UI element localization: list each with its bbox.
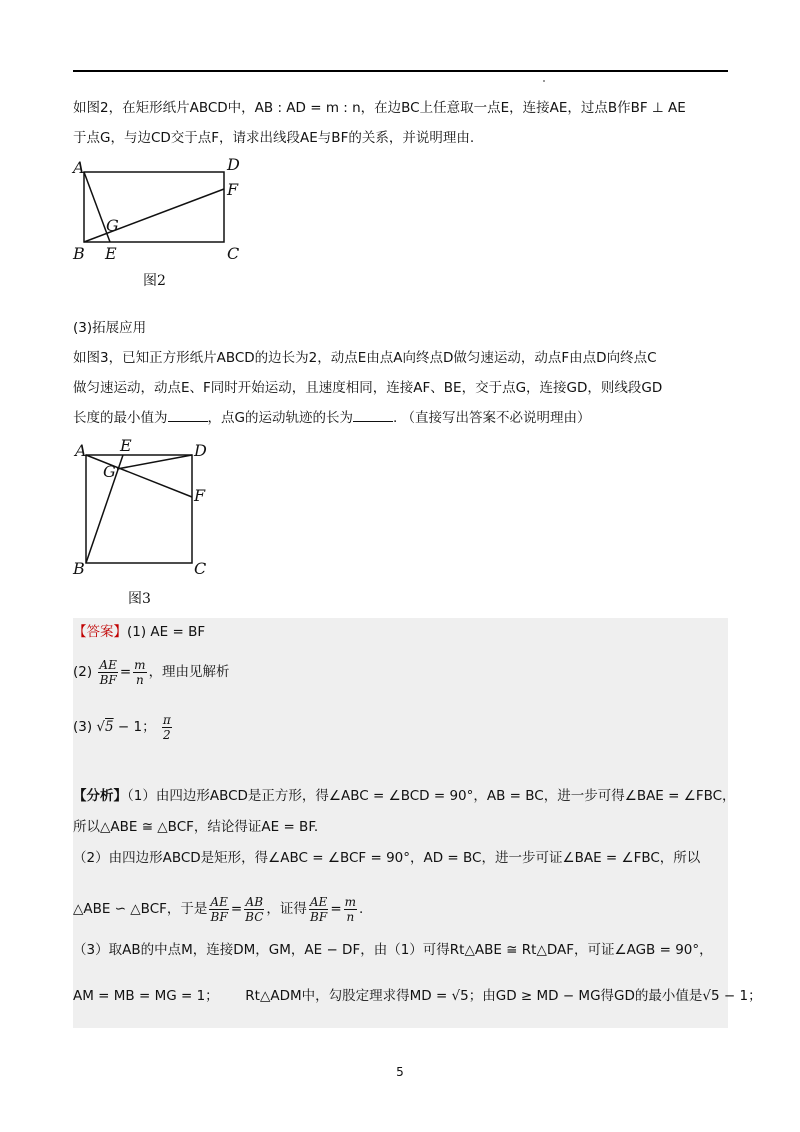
answer-tag: 【答案】 <box>73 624 127 640</box>
answer-1: (1) AE = BF <box>127 624 206 640</box>
part3-line1: 如图3，已知正方形纸片ABCD的边长为2，动点E由点A向终点D做匀速运动，动点F由点D向终点C <box>73 350 657 366</box>
fig2-label-f: F <box>227 180 239 199</box>
fig3-label-e: E <box>120 437 132 455</box>
analysis-l4-prefix: △ABE ∽ △BCF，于是 <box>73 901 208 917</box>
answer-line2: (2) $\frac{AE}{BF}$ = $\frac{m}{n}$ ，理由见解析 <box>73 657 230 687</box>
answer-blank-2 <box>353 409 393 422</box>
analysis-line4: △ABE ∽ △BCF，于是 $\frac{AE}{BF}$ = $\frac{AB}{BC}$ ，证得 $\frac{AE}{BF}$ = $\frac{m}{n}$ . <box>73 894 364 924</box>
analysis-frac-3: $\frac{AE}{BF}$ <box>309 894 328 924</box>
fig2-label-e: E <box>105 244 117 263</box>
fig2-segment-bf <box>84 189 224 242</box>
analysis-l5: （3）取AB的中点M，连接DM，GM，AE − DF，由（1）可得Rt△ABE ≅ Rt△DAF，可证∠AGB = 90°， <box>73 942 713 958</box>
header-dot <box>543 80 545 82</box>
figure-2 <box>70 155 250 265</box>
fig2-rectangle <box>84 172 224 242</box>
analysis-l6a: AM = MB = MG = 1； <box>73 988 219 1004</box>
answer-2-suffix: ，理由见解析 <box>148 664 230 680</box>
analysis-l6b: Rt△ADM中，勾股定理求得MD = √5；由GD ≥ MD − MG得GD的最小值是√5 − 1； <box>245 988 762 1004</box>
fig3-label-c: C <box>194 559 207 578</box>
fig2-label-g: G <box>106 216 119 235</box>
para2-line1: 如图2，在矩形纸片ABCD中，AB : AD = m : n，在边BC上任意取一点E，连接AE，过点B作BF ⊥ AE <box>73 100 686 116</box>
answer-3-prefix: (3) <box>73 719 93 735</box>
fig3-label-g: G <box>103 462 116 481</box>
analysis-line1 <box>73 786 736 806</box>
fig3-label-f: F <box>194 486 206 505</box>
answer-3-sqrt: √5 <box>96 719 114 735</box>
analysis-l1: （1）由四边形ABCD是正方形，得∠ABC = ∠BCD = 90°，AB = BC，进一步可得∠BAE = ∠FBC， <box>127 788 736 804</box>
figure-3 <box>70 437 220 582</box>
answer-2-lhs: $\frac{AE}{BF}$ <box>99 657 117 687</box>
part3-line3-c: . （直接写出答案不必说明理由） <box>392 410 591 426</box>
fig2-label-c: C <box>227 244 240 263</box>
answer-2-prefix: (2) <box>73 664 93 680</box>
part3-line3-b: ，点G的运动轨迹的长为 <box>207 410 353 426</box>
page-number: 5 <box>396 1065 404 1079</box>
fig3-label-d: D <box>194 441 207 460</box>
fig3-caption: 图3 <box>128 591 151 607</box>
part3-line3-a: 长度的最小值为 <box>73 410 168 426</box>
answer-3-tail: − 1； <box>113 719 156 735</box>
fig3-square <box>86 455 192 563</box>
part3-line3 <box>73 408 591 428</box>
fig3-segment-af <box>86 455 192 497</box>
para2-line2: 于点G，与边CD交于点F，请求出线段AE与BF的关系，并说明理由. <box>73 130 475 146</box>
fig3-label-b: B <box>73 559 85 578</box>
fig2-label-b: B <box>73 244 85 263</box>
answer-line1 <box>73 622 205 642</box>
answer-3-pi-frac: $\frac{\pi}{2}$ <box>162 712 171 742</box>
analysis-l3: （2）由四边形ABCD是矩形，得∠ABC = ∠BCF = 90°，AD = BC，进一步可证∠BAE = ∠FBC，所以 <box>73 850 701 866</box>
analysis-frac-1: $\frac{AE}{BF}$ <box>210 894 228 924</box>
analysis-l4-mid: ，证得 <box>266 901 307 917</box>
fig2-label-d: D <box>227 155 240 174</box>
fig2-caption: 图2 <box>143 273 166 289</box>
answer-line3 <box>73 712 174 742</box>
analysis-frac-2: $\frac{AB}{BC}$ <box>245 894 264 924</box>
part3-heading: (3)拓展应用 <box>73 320 147 336</box>
answer-blank-1 <box>168 409 208 422</box>
fig3-segment-gd <box>117 455 192 469</box>
analysis-line6 <box>73 986 762 1006</box>
fig2-label-a: A <box>73 158 85 177</box>
answer-2-rhs: $\frac{m}{n}$ <box>134 657 146 687</box>
analysis-l2: 所以△ABE ≅ △BCF，结论得证AE = BF. <box>73 819 319 835</box>
analysis-frac-4: $\frac{m}{n}$ <box>344 894 357 924</box>
analysis-l4-end: . <box>359 901 364 917</box>
header-rule <box>73 70 728 72</box>
fig3-label-a: A <box>75 441 87 460</box>
analysis-tag: 【分析】 <box>73 788 127 804</box>
part3-line2: 做匀速运动，动点E、F同时开始运动，且速度相同，连接AF、BE，交于点G，连接GD，则线段GD <box>73 380 663 396</box>
